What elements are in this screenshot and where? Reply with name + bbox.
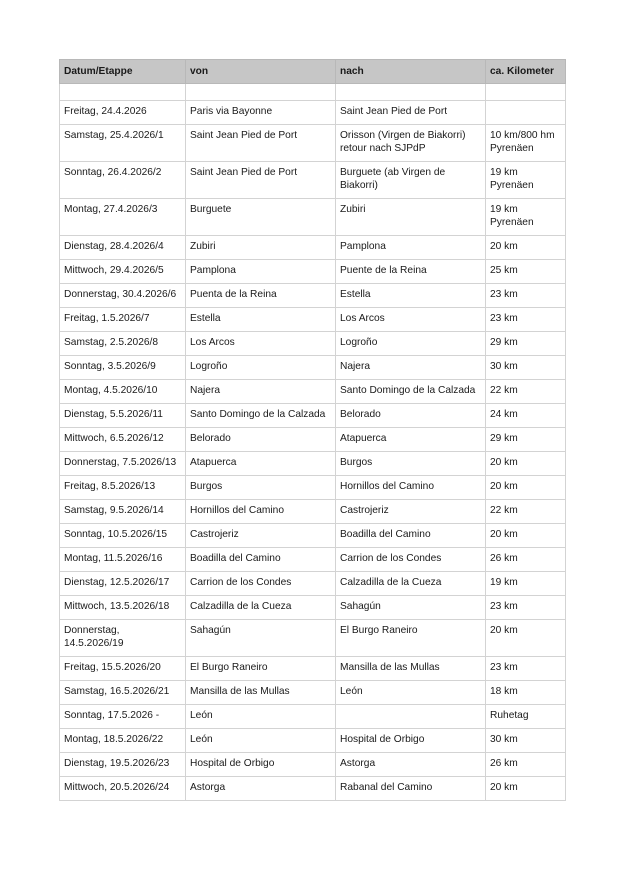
cell-to[interactable]: Mansilla de las Mullas [336,657,486,681]
cell-from[interactable]: Zubiri [186,236,336,260]
cell-from[interactable]: Castrojeriz [186,524,336,548]
cell-km[interactable]: 20 km [486,777,566,801]
cell-date[interactable]: Montag, 27.4.2026/3 [60,199,186,236]
table-row [60,84,566,101]
cell-date[interactable]: Montag, 11.5.2026/16 [60,548,186,572]
table-row [60,572,566,596]
table-row [60,428,566,452]
cell-km[interactable]: 23 km [486,657,566,681]
cell-km[interactable]: 19 km Pyrenäen [486,199,566,236]
cell-from[interactable]: Astorga [186,777,336,801]
cell-to[interactable]: Atapuerca [336,428,486,452]
cell-to[interactable]: Castrojeriz [336,500,486,524]
cell-km[interactable]: Ruhetag [486,705,566,729]
cell-from[interactable]: Hornillos del Camino [186,500,336,524]
cell-from[interactable]: Pamplona [186,260,336,284]
cell-date[interactable]: Dienstag, 28.4.2026/4 [60,236,186,260]
cell-to[interactable]: Puente de la Reina [336,260,486,284]
cell-to[interactable]: Belorado [336,404,486,428]
table-row [60,199,566,236]
cell-from[interactable]: Atapuerca [186,452,336,476]
cell-to[interactable]: León [336,681,486,705]
cell-date[interactable]: Donnerstag, 7.5.2026/13 [60,452,186,476]
cell-from[interactable]: Saint Jean Pied de Port [186,162,336,199]
cell-date[interactable] [60,84,186,101]
cell-km[interactable]: 30 km [486,356,566,380]
cell-to[interactable]: Burgos [336,452,486,476]
table-row [60,332,566,356]
cell-km[interactable] [486,84,566,101]
cell-km[interactable]: 10 km/800 hm Pyrenäen [486,125,566,162]
cell-to[interactable]: Boadilla del Camino [336,524,486,548]
cell-date[interactable]: Sonntag, 10.5.2026/15 [60,524,186,548]
cell-date[interactable]: Montag, 4.5.2026/10 [60,380,186,404]
cell-from[interactable]: Burguete [186,199,336,236]
cell-to[interactable]: Calzadilla de la Cueza [336,572,486,596]
cell-km[interactable]: 23 km [486,284,566,308]
cell-to[interactable]: Santo Domingo de la Calzada [336,380,486,404]
itinerary-sheet [59,59,565,801]
cell-km[interactable]: 20 km [486,452,566,476]
header-row [60,60,566,84]
table-row [60,356,566,380]
cell-km[interactable]: 26 km [486,753,566,777]
table-row [60,284,566,308]
cell-date[interactable]: Dienstag, 12.5.2026/17 [60,572,186,596]
table-row [60,404,566,428]
cell-date[interactable]: Samstag, 2.5.2026/8 [60,332,186,356]
cell-date[interactable]: Mittwoch, 13.5.2026/18 [60,596,186,620]
cell-from[interactable]: Calzadilla de la Cueza [186,596,336,620]
cell-to[interactable]: Pamplona [336,236,486,260]
cell-date[interactable]: Samstag, 16.5.2026/21 [60,681,186,705]
cell-from[interactable]: Carrion de los Condes [186,572,336,596]
header-km[interactable]: ca. Kilometer [486,60,566,84]
cell-to[interactable] [336,84,486,101]
table-row [60,620,566,657]
cell-from[interactable]: Paris via Bayonne [186,101,336,125]
table-row [60,125,566,162]
cell-from[interactable]: León [186,729,336,753]
table-row [60,236,566,260]
cell-from[interactable]: Logroño [186,356,336,380]
cell-km[interactable]: 29 km [486,332,566,356]
table-row [60,162,566,199]
cell-km[interactable]: 24 km [486,404,566,428]
cell-date[interactable]: Donnerstag, 14.5.2026/19 [60,620,186,657]
table-row [60,260,566,284]
cell-from[interactable]: Hospital de Orbigo [186,753,336,777]
cell-to[interactable]: Rabanal del Camino [336,777,486,801]
cell-from[interactable]: El Burgo Raneiro [186,657,336,681]
cell-to[interactable]: Estella [336,284,486,308]
cell-date[interactable]: Mittwoch, 6.5.2026/12 [60,428,186,452]
cell-date[interactable]: Sonntag, 3.5.2026/9 [60,356,186,380]
cell-to[interactable]: Najera [336,356,486,380]
cell-km[interactable]: 25 km [486,260,566,284]
cell-to[interactable]: Hornillos del Camino [336,476,486,500]
table-row [60,101,566,125]
cell-km[interactable]: 23 km [486,596,566,620]
cell-km[interactable]: 29 km [486,428,566,452]
header-from[interactable]: von [186,60,336,84]
table-row [60,705,566,729]
itinerary-table [59,59,566,801]
cell-km[interactable]: 23 km [486,308,566,332]
table-row [60,452,566,476]
cell-from[interactable]: Belorado [186,428,336,452]
table-row [60,548,566,572]
cell-from[interactable]: Burgos [186,476,336,500]
cell-from[interactable]: Mansilla de las Mullas [186,681,336,705]
cell-to[interactable]: Zubiri [336,199,486,236]
table-row [60,657,566,681]
cell-km[interactable]: 22 km [486,500,566,524]
cell-km[interactable]: 20 km [486,524,566,548]
cell-date[interactable]: Donnerstag, 30.4.2026/6 [60,284,186,308]
cell-from[interactable]: Puenta de la Reina [186,284,336,308]
cell-to[interactable]: Saint Jean Pied de Port [336,101,486,125]
cell-date[interactable]: Samstag, 25.4.2026/1 [60,125,186,162]
cell-km[interactable]: 19 km Pyrenäen [486,162,566,199]
cell-date[interactable]: Dienstag, 19.5.2026/23 [60,753,186,777]
cell-to[interactable]: Logroño [336,332,486,356]
cell-from[interactable] [186,84,336,101]
table-row [60,681,566,705]
cell-km[interactable]: 20 km [486,236,566,260]
cell-to[interactable]: Sahagún [336,596,486,620]
cell-km[interactable]: 18 km [486,681,566,705]
cell-to[interactable]: El Burgo Raneiro [336,620,486,657]
table-row [60,729,566,753]
cell-to[interactable] [336,705,486,729]
cell-from[interactable]: Saint Jean Pied de Port [186,125,336,162]
cell-from[interactable]: Santo Domingo de la Calzada [186,404,336,428]
cell-date[interactable]: Samstag, 9.5.2026/14 [60,500,186,524]
cell-to[interactable]: Carrion de los Condes [336,548,486,572]
cell-date[interactable]: Sonntag, 26.4.2026/2 [60,162,186,199]
cell-km[interactable]: 20 km [486,476,566,500]
cell-date[interactable]: Montag, 18.5.2026/22 [60,729,186,753]
cell-km[interactable] [486,101,566,125]
table-row [60,524,566,548]
header-to[interactable]: nach [336,60,486,84]
cell-km[interactable]: 20 km [486,620,566,657]
cell-km[interactable]: 22 km [486,380,566,404]
cell-km[interactable]: 26 km [486,548,566,572]
cell-date[interactable]: Dienstag, 5.5.2026/11 [60,404,186,428]
cell-from[interactable]: Estella [186,308,336,332]
cell-to[interactable]: Burguete (ab Virgen de Biakorri) [336,162,486,199]
cell-from[interactable]: León [186,705,336,729]
cell-date[interactable]: Sonntag, 17.5.2026 - [60,705,186,729]
cell-date[interactable]: Freitag, 8.5.2026/13 [60,476,186,500]
cell-to[interactable]: Los Arcos [336,308,486,332]
cell-from[interactable]: Sahagún [186,620,336,657]
table-row [60,476,566,500]
cell-date[interactable]: Mittwoch, 29.4.2026/5 [60,260,186,284]
table-row [60,500,566,524]
table-row [60,753,566,777]
table-row [60,380,566,404]
cell-date[interactable]: Freitag, 24.4.2026 [60,101,186,125]
cell-date[interactable]: Freitag, 1.5.2026/7 [60,308,186,332]
cell-km[interactable]: 19 km [486,572,566,596]
table-row [60,777,566,801]
cell-to[interactable]: Orisson (Virgen de Biakorri) retour nach SJPdP [336,125,486,162]
table-row [60,308,566,332]
cell-from[interactable]: Boadilla del Camino [186,548,336,572]
cell-km[interactable]: 30 km [486,729,566,753]
header-date[interactable]: Datum/Etappe [60,60,186,84]
cell-to[interactable]: Hospital de Orbigo [336,729,486,753]
cell-to[interactable]: Astorga [336,753,486,777]
cell-from[interactable]: Najera [186,380,336,404]
table-row [60,596,566,620]
cell-date[interactable]: Freitag, 15.5.2026/20 [60,657,186,681]
cell-from[interactable]: Los Arcos [186,332,336,356]
cell-date[interactable]: Mittwoch, 20.5.2026/24 [60,777,186,801]
